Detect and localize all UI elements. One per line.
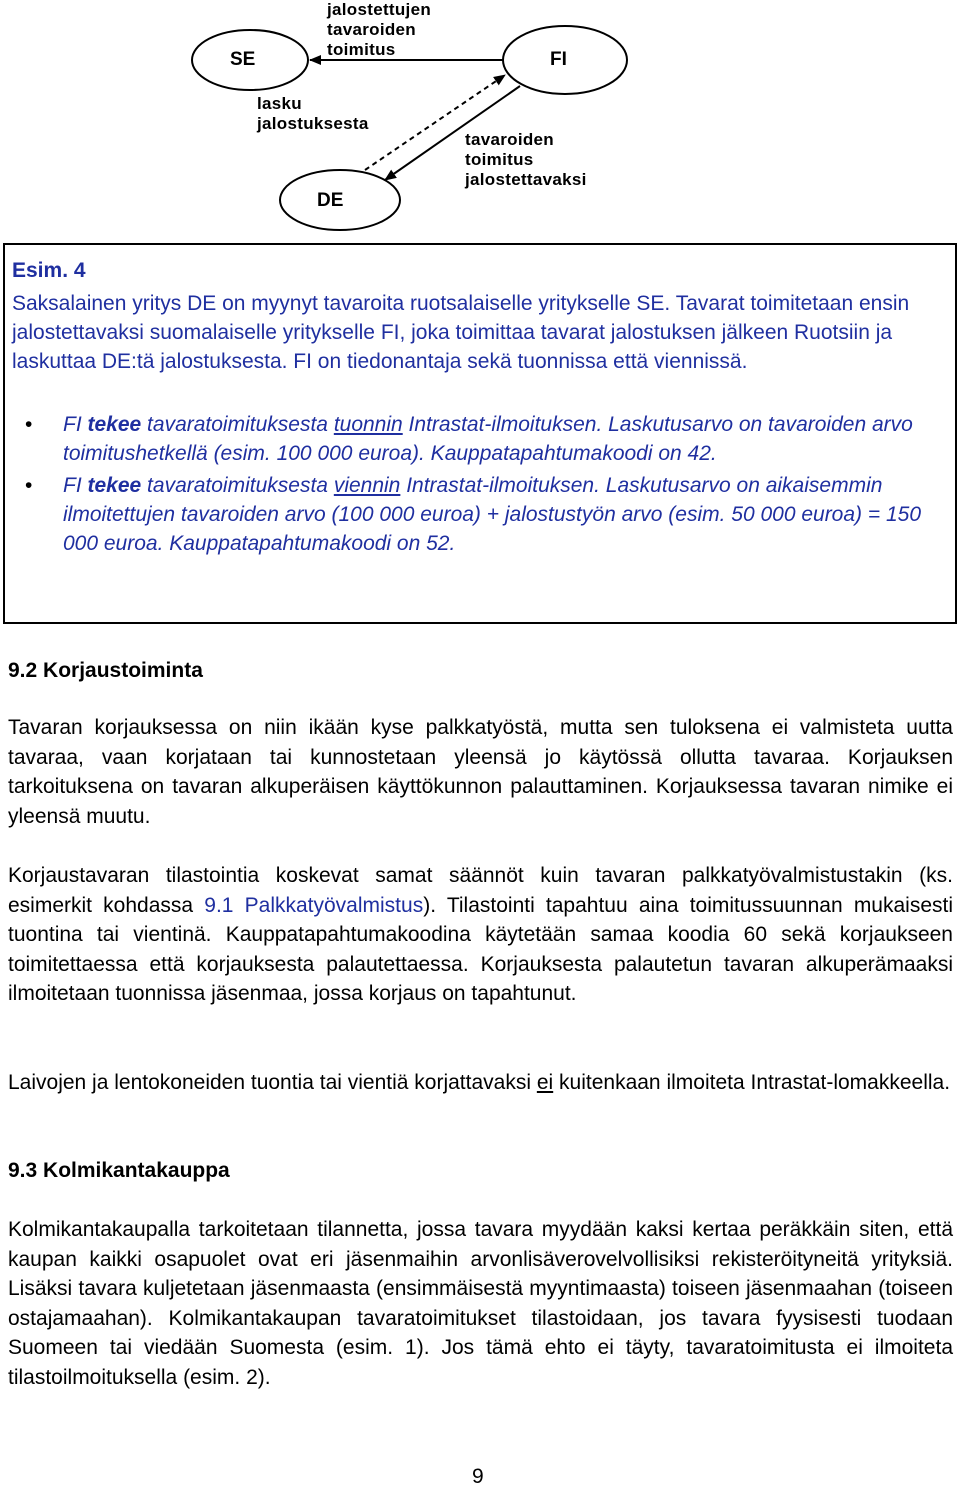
node-de-label: DE [317, 190, 344, 211]
label-de-to-se: lasku jalostuksesta [257, 94, 369, 133]
section-heading-9-2: 9.2 Korjaustoiminta [8, 659, 203, 682]
example-title: Esim. 4 [12, 259, 86, 282]
bullet-bold: tekee [87, 413, 142, 436]
bullet-text: Intrastat-ilmoituksen. Laskutusarvo on aikaisemmin ilmoitettujen tavaroiden arvo (100 000 euroa) + jalostustyön arvo (esim. 50 000 euroa) = 150 000 euroa. Kauppatapahtumakoodi on 52. [63, 474, 922, 555]
paragraph-text: ). Tilastointi tapahtuu aina toimitussuunnan mukaisesti tuontina tai vientinä. Kauppatapahtumakoodina käytetään samaa koodia 60 sekä korjaukseen toimitettaessa että korjauksesta palautettaessa. Korjauksesta palautetun tavaran alkuperämaaksi ilmoitetaan tuonnissa jäsenmaa, jossa korjaus on tapahtunut. [8, 893, 954, 1006]
section-9-2-paragraph-3 [8, 1068, 953, 1098]
section-9-2-paragraph-1: Tavaran korjauksessa on niin ikään kyse palkkatyöstä, mutta sen tuloksena ei valmisteta uutta tavaraa, vaan korjataan tai kunnostetaan yleensä jo käytössä ollutta tavaraa. Korjauksen tarkoituksena on tavaran alkuperäisen käyttökunnon palauttaminen. Korjauksessa tavaran nimike ei yleensä muutu. [8, 716, 953, 828]
bullet-icon: • [25, 474, 33, 497]
paragraph-text: Laivojen ja lentokoneiden tuontia tai vientiä korjattavaksi [8, 1071, 537, 1094]
page-number: 9 [472, 1465, 484, 1488]
bullet-text: Intrastat-ilmoituksen. Laskutusarvo on tavaroiden arvo toimitushetkellä (esim. 100 000 euroa). Kauppatapahtumakoodi on 42. [63, 413, 913, 465]
bullet-icon: • [25, 413, 33, 436]
bullet-text: tavaratoimituksesta [141, 413, 334, 436]
flow-diagram [0, 0, 960, 240]
bullet-underline: tuonnin [333, 413, 403, 436]
example-bullet-list [25, 410, 945, 558]
paragraph-underline: ei [536, 1071, 554, 1094]
bullet-text: tavaratoimituksesta [141, 474, 334, 497]
bullet-underline: viennin [333, 474, 401, 497]
section-9-3-paragraph-1: Kolmikantakaupalla tarkoitetaan tilannetta, jossa tavara myydään kaksi kertaa peräkkäin siten, että kaupan kaikki osapuolet ovat eri jäsenmaihin arvonlisäverovelvollisiksi rekisteröityneitä yrityksiä. Lisäksi tavara kuljetetaan jäsenmaasta (ensimmäisestä myyntimaasta) toiseen jäsenmaahan (toiseen ostajamaahan). Kolmikantakaupan tavaratoimitukset tilastoidaan, jos tavara fyysisesti tuodaan Suomeen tai viedään Suomesta (esim. 1). Jos tämä ehto ei täyty, tavaratoimitusta ei ilmoiteta tilastoilmoituksella (esim. 2). [8, 1218, 953, 1389]
label-se-to-fi: jalostettujen tavaroiden toimitus [327, 0, 432, 59]
paragraph-text: kuitenkaan ilmoiteta Intrastat-lomakkeella. [553, 1071, 951, 1094]
diagram-canvas [0, 0, 960, 240]
bullet-bold: tekee [87, 474, 142, 497]
section-9-2-paragraph-2 [8, 861, 953, 1009]
bullet-text: FI [63, 474, 88, 497]
example-box [3, 243, 957, 624]
paragraph-text: Korjaustavaran tilastointia koskevat samat säännöt kuin tavaran palkkatyövalmistustakin (ks. esimerkit kohdassa [8, 864, 953, 917]
section-heading-9-3: 9.3 Kolmikantakauppa [8, 1159, 230, 1182]
node-fi-label: FI [550, 49, 567, 70]
node-se-label: SE [230, 49, 256, 70]
label-se-to-de: tavaroiden toimitus jalostettavaksi [465, 130, 587, 189]
example-bullet-1 [25, 410, 945, 468]
example-paragraph: Saksalainen yritys DE on myynyt tavaroita ruotsalaiselle yritykselle SE. Tavarat toimitetaan ensin jalostettavaksi suomalaiselle yritykselle FI, joka toimittaa tavarat jalostuksen jälkeen Ruotsiin ja laskuttaa DE:tä jalostuksesta. FI on tiedonantaja sekä tuonnissa että viennissä. [12, 292, 910, 373]
link-palkkatyovalmistus[interactable]: 9.1 Palkkatyövalmistus [204, 893, 424, 917]
example-bullet-2 [25, 471, 945, 558]
bullet-text: FI [63, 413, 88, 436]
